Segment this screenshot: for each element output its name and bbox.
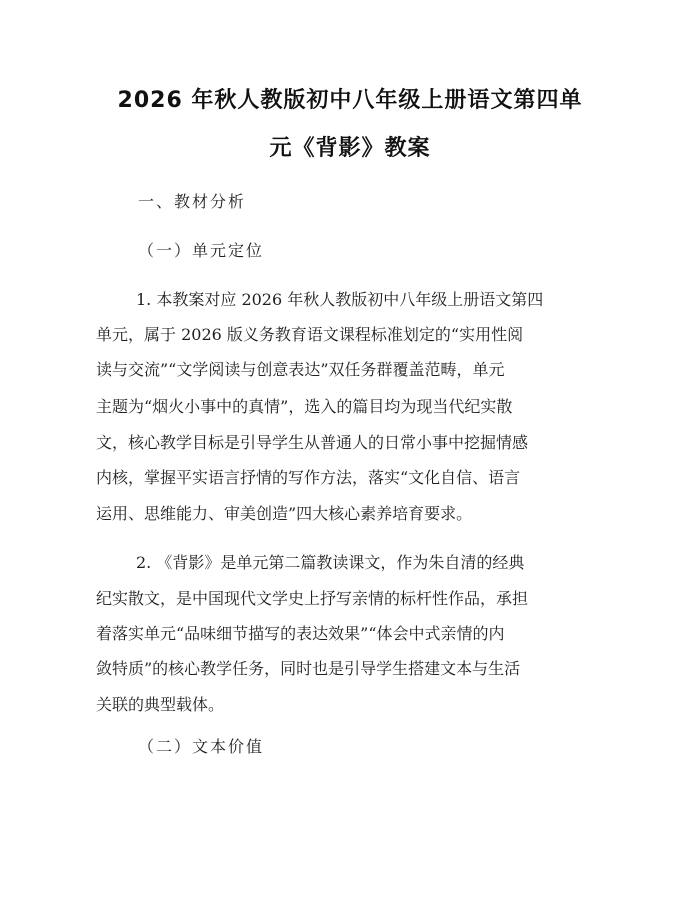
section-heading-textbook-analysis: 一、教材分析 <box>138 192 247 211</box>
paragraph-2-line: 2. 《背影》是单元第二篇教读课文，作为朱自清的经典 <box>136 553 525 572</box>
paragraph-2-line: 着落实单元“品味细节描写的表达效果”“体会中式亲情的内 <box>96 624 505 643</box>
paragraph-2-line: 纪实散文，是中国现代文学史上抒写亲情的标杆性作品，承担 <box>96 589 529 608</box>
paragraph-1-line: 读与交流”“文学阅读与创意表达”双任务群覆盖范畴，单元 <box>96 360 505 379</box>
paragraph-1-line: 1. 本教案对应 2026 年秋人教版初中八年级上册语文第四 <box>136 290 544 309</box>
paragraph-1-line: 运用、思维能力、审美创造”四大核心素养培育要求。 <box>96 504 473 523</box>
paragraph-1-line: 文，核心教学目标是引导学生从普通人的日常小事中挖掘情感 <box>96 433 529 452</box>
paragraph-1-line: 单元，属于 2026 版义务教育语文课程标准划定的“实用性阅 <box>96 325 524 344</box>
subsection-heading-text-value: （二）文本价值 <box>138 737 265 756</box>
document-title-line-1: 2026 年秋人教版初中八年级上册语文第四单 <box>117 88 583 113</box>
paragraph-1-line: 主题为“烟火小事中的真情”，选入的篇目均为现当代纪实散 <box>96 397 513 416</box>
paragraph-2-line: 关联的典型载体。 <box>96 695 225 714</box>
paragraph-1-line: 内核，掌握平实语言抒情的写作方法，落实“文化自信、语言 <box>96 468 521 487</box>
subsection-heading-unit-positioning: （一）单元定位 <box>138 241 265 260</box>
paragraph-2-line: 敛特质”的核心教学任务，同时也是引导学生搭建文本与生活 <box>96 659 521 678</box>
document-title-line-2: 元《背影》教案 <box>269 136 431 161</box>
